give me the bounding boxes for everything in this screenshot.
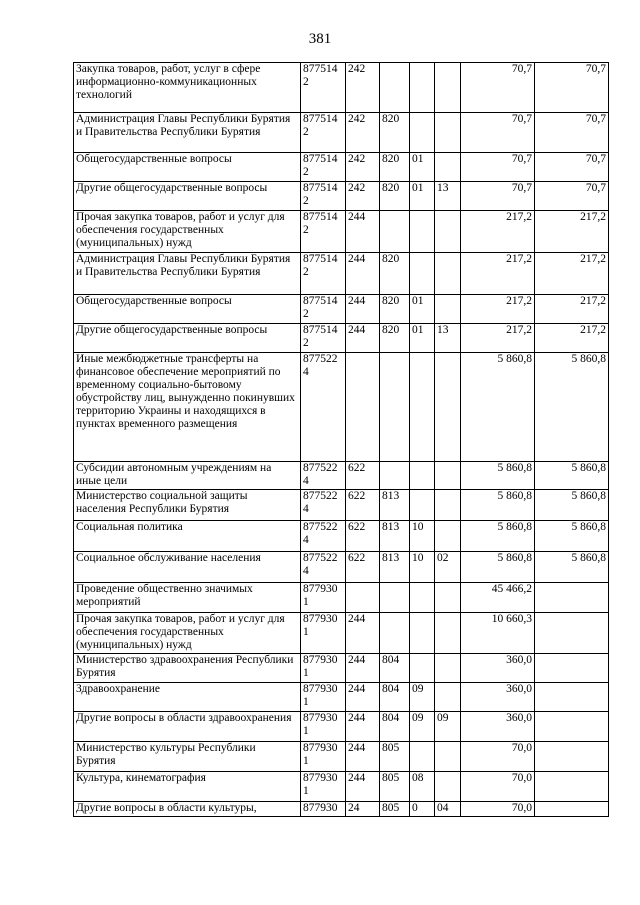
- row-name-cell: Другие общегосударственные вопросы: [74, 182, 301, 211]
- target-code-cell: 8775142: [301, 153, 346, 182]
- target-code-cell: 8775142: [301, 253, 346, 295]
- section-cell: [410, 462, 435, 490]
- table-row: [74, 182, 609, 211]
- row-name-cell: Социальная политика: [74, 521, 301, 552]
- amount-1-cell: 10 660,3: [461, 613, 535, 654]
- amount-2-cell: 70,7: [535, 113, 609, 153]
- section-cell: [410, 490, 435, 521]
- amount-2-cell: 5 860,8: [535, 462, 609, 490]
- row-name-cell: Проведение общественно значимых мероприятий: [74, 583, 301, 613]
- expense-type-cell: 244: [346, 742, 380, 772]
- section-cell: [410, 353, 435, 462]
- section-cell: [410, 253, 435, 295]
- expense-type-cell: 242: [346, 182, 380, 211]
- target-code-cell: 8779301: [301, 712, 346, 742]
- section-cell: [410, 113, 435, 153]
- expense-type-cell: 24: [346, 802, 380, 817]
- table-row: [74, 552, 609, 583]
- amount-2-cell: 5 860,8: [535, 353, 609, 462]
- row-name-cell: Другие общегосударственные вопросы: [74, 324, 301, 353]
- amount-2-cell: [535, 802, 609, 817]
- target-code-cell: 8775142: [301, 324, 346, 353]
- section-cell: [410, 654, 435, 683]
- expense-type-cell: 244: [346, 712, 380, 742]
- amount-1-cell: 360,0: [461, 712, 535, 742]
- expense-type-cell: 242: [346, 153, 380, 182]
- table-row: [74, 654, 609, 683]
- amount-2-cell: [535, 712, 609, 742]
- table-row: [74, 742, 609, 772]
- amount-1-cell: 5 860,8: [461, 462, 535, 490]
- table-row: [74, 772, 609, 802]
- target-code-cell: 8775142: [301, 211, 346, 253]
- amount-2-cell: [535, 654, 609, 683]
- amount-2-cell: 5 860,8: [535, 490, 609, 521]
- subsection-cell: 02: [435, 552, 461, 583]
- administrator-cell: 813: [380, 521, 410, 552]
- administrator-cell: 804: [380, 712, 410, 742]
- page-number: 381: [308, 31, 332, 47]
- expense-type-cell: [346, 353, 380, 462]
- administrator-cell: [380, 211, 410, 253]
- target-code-cell: 8775224: [301, 462, 346, 490]
- target-code-cell: 8779301: [301, 742, 346, 772]
- row-name-cell: Закупка товаров, работ, услуг в сфере информационно-коммуникационных технологий: [74, 63, 301, 113]
- administrator-cell: [380, 613, 410, 654]
- section-cell: 10: [410, 521, 435, 552]
- expense-type-cell: 244: [346, 683, 380, 712]
- amount-1-cell: 70,7: [461, 182, 535, 211]
- subsection-cell: [435, 211, 461, 253]
- amount-1-cell: 70,0: [461, 772, 535, 802]
- amount-2-cell: 70,7: [535, 182, 609, 211]
- row-name-cell: Администрация Главы Республики Бурятия и Правительства Республики Бурятия: [74, 253, 301, 295]
- target-code-cell: 8775224: [301, 552, 346, 583]
- expense-type-cell: 622: [346, 521, 380, 552]
- administrator-cell: 805: [380, 772, 410, 802]
- amount-2-cell: 217,2: [535, 211, 609, 253]
- section-cell: 01: [410, 153, 435, 182]
- table-row: [74, 295, 609, 324]
- administrator-cell: 813: [380, 552, 410, 583]
- subsection-cell: [435, 772, 461, 802]
- amount-1-cell: 70,0: [461, 802, 535, 817]
- section-cell: 01: [410, 295, 435, 324]
- amount-1-cell: 5 860,8: [461, 521, 535, 552]
- row-name-cell: Прочая закупка товаров, работ и услуг для обеспечения государственных (муниципальных) нужд: [74, 211, 301, 253]
- administrator-cell: 820: [380, 113, 410, 153]
- section-cell: 08: [410, 772, 435, 802]
- row-name-cell: Министерство социальной защиты населения Республики Бурятия: [74, 490, 301, 521]
- table-row: [74, 613, 609, 654]
- section-cell: 0: [410, 802, 435, 817]
- administrator-cell: [380, 462, 410, 490]
- row-name-cell: Министерство здравоохранения Республики Бурятия: [74, 654, 301, 683]
- administrator-cell: 804: [380, 654, 410, 683]
- expense-type-cell: 242: [346, 113, 380, 153]
- section-cell: 01: [410, 324, 435, 353]
- expense-type-cell: 244: [346, 211, 380, 253]
- administrator-cell: 805: [380, 802, 410, 817]
- expense-type-cell: 242: [346, 63, 380, 113]
- subsection-cell: 04: [435, 802, 461, 817]
- target-code-cell: 8779301: [301, 772, 346, 802]
- target-code-cell: 877930: [301, 802, 346, 817]
- subsection-cell: [435, 113, 461, 153]
- table-row: [74, 324, 609, 353]
- amount-1-cell: 45 466,2: [461, 583, 535, 613]
- amount-1-cell: 217,2: [461, 295, 535, 324]
- amount-2-cell: [535, 683, 609, 712]
- section-cell: [410, 63, 435, 113]
- subsection-cell: [435, 742, 461, 772]
- amount-1-cell: 70,7: [461, 153, 535, 182]
- amount-1-cell: 217,2: [461, 253, 535, 295]
- administrator-cell: 820: [380, 295, 410, 324]
- table-row: [74, 211, 609, 253]
- expense-type-cell: 244: [346, 654, 380, 683]
- amount-1-cell: 5 860,8: [461, 552, 535, 583]
- subsection-cell: [435, 353, 461, 462]
- table-row: [74, 462, 609, 490]
- expense-type-cell: 622: [346, 552, 380, 583]
- section-cell: 09: [410, 712, 435, 742]
- row-name-cell: Другие вопросы в области здравоохранения: [74, 712, 301, 742]
- subsection-cell: [435, 521, 461, 552]
- row-name-cell: Социальное обслуживание населения: [74, 552, 301, 583]
- amount-1-cell: 5 860,8: [461, 490, 535, 521]
- target-code-cell: 8775224: [301, 490, 346, 521]
- row-name-cell: Культура, кинематография: [74, 772, 301, 802]
- amount-2-cell: 217,2: [535, 295, 609, 324]
- section-cell: [410, 613, 435, 654]
- administrator-cell: 813: [380, 490, 410, 521]
- administrator-cell: [380, 583, 410, 613]
- amount-2-cell: [535, 772, 609, 802]
- table-row: [74, 113, 609, 153]
- expense-type-cell: 244: [346, 253, 380, 295]
- administrator-cell: [380, 353, 410, 462]
- amount-2-cell: 5 860,8: [535, 521, 609, 552]
- row-name-cell: Иные межбюджетные трансферты на финансовое обеспечение мероприятий по временному социально-бытовому обустройству лиц, вынужденно покинувших территорию Украины и находящихся в пунктах временного размещения: [74, 353, 301, 462]
- table-row: [74, 521, 609, 552]
- amount-1-cell: 360,0: [461, 683, 535, 712]
- amount-1-cell: 70,0: [461, 742, 535, 772]
- target-code-cell: 8775142: [301, 182, 346, 211]
- administrator-cell: 804: [380, 683, 410, 712]
- subsection-cell: [435, 462, 461, 490]
- expense-type-cell: 244: [346, 613, 380, 654]
- expense-type-cell: 622: [346, 462, 380, 490]
- administrator-cell: 820: [380, 182, 410, 211]
- amount-2-cell: 70,7: [535, 63, 609, 113]
- subsection-cell: 13: [435, 324, 461, 353]
- row-name-cell: Прочая закупка товаров, работ и услуг для обеспечения государственных (муниципальных) нужд: [74, 613, 301, 654]
- amount-1-cell: 70,7: [461, 113, 535, 153]
- target-code-cell: 8775142: [301, 113, 346, 153]
- target-code-cell: 8775224: [301, 521, 346, 552]
- amount-1-cell: 217,2: [461, 324, 535, 353]
- target-code-cell: 8779301: [301, 613, 346, 654]
- row-name-cell: Другие вопросы в области культуры,: [74, 802, 301, 817]
- table-row: [74, 353, 609, 462]
- subsection-cell: [435, 295, 461, 324]
- row-name-cell: Субсидии автономным учреждениям на иные цели: [74, 462, 301, 490]
- section-cell: 09: [410, 683, 435, 712]
- amount-2-cell: 217,2: [535, 324, 609, 353]
- amount-2-cell: [535, 583, 609, 613]
- amount-2-cell: [535, 613, 609, 654]
- section-cell: [410, 742, 435, 772]
- table-row: [74, 712, 609, 742]
- subsection-cell: [435, 253, 461, 295]
- administrator-cell: [380, 63, 410, 113]
- amount-2-cell: 5 860,8: [535, 552, 609, 583]
- row-name-cell: Здравоохранение: [74, 683, 301, 712]
- target-code-cell: 8775142: [301, 63, 346, 113]
- table-row: [74, 253, 609, 295]
- expense-type-cell: 244: [346, 295, 380, 324]
- subsection-cell: 13: [435, 182, 461, 211]
- subsection-cell: [435, 654, 461, 683]
- table-row: [74, 490, 609, 521]
- amount-1-cell: 70,7: [461, 63, 535, 113]
- target-code-cell: 8779301: [301, 583, 346, 613]
- table-row: [74, 63, 609, 113]
- subsection-cell: [435, 153, 461, 182]
- amount-2-cell: 70,7: [535, 153, 609, 182]
- amount-2-cell: [535, 742, 609, 772]
- amount-1-cell: 5 860,8: [461, 353, 535, 462]
- table-row: [74, 802, 609, 817]
- table-row: [74, 153, 609, 182]
- table-row: [74, 583, 609, 613]
- row-name-cell: Администрация Главы Республики Бурятия и Правительства Республики Бурятия: [74, 113, 301, 153]
- budget-table: [73, 62, 609, 817]
- subsection-cell: [435, 613, 461, 654]
- amount-1-cell: 217,2: [461, 211, 535, 253]
- amount-1-cell: 360,0: [461, 654, 535, 683]
- section-cell: 10: [410, 552, 435, 583]
- subsection-cell: 09: [435, 712, 461, 742]
- expense-type-cell: 244: [346, 772, 380, 802]
- row-name-cell: Министерство культуры Республики Бурятия: [74, 742, 301, 772]
- row-name-cell: Общегосударственные вопросы: [74, 295, 301, 324]
- subsection-cell: [435, 683, 461, 712]
- target-code-cell: 8775224: [301, 353, 346, 462]
- expense-type-cell: 244: [346, 324, 380, 353]
- section-cell: [410, 583, 435, 613]
- target-code-cell: 8779301: [301, 654, 346, 683]
- section-cell: [410, 211, 435, 253]
- target-code-cell: 8775142: [301, 295, 346, 324]
- table-row: [74, 683, 609, 712]
- amount-2-cell: 217,2: [535, 253, 609, 295]
- section-cell: 01: [410, 182, 435, 211]
- subsection-cell: [435, 490, 461, 521]
- expense-type-cell: 622: [346, 490, 380, 521]
- administrator-cell: 820: [380, 253, 410, 295]
- expense-type-cell: [346, 583, 380, 613]
- target-code-cell: 8779301: [301, 683, 346, 712]
- row-name-cell: Общегосударственные вопросы: [74, 153, 301, 182]
- subsection-cell: [435, 583, 461, 613]
- administrator-cell: 820: [380, 324, 410, 353]
- subsection-cell: [435, 63, 461, 113]
- table-body: [74, 63, 609, 817]
- administrator-cell: 805: [380, 742, 410, 772]
- administrator-cell: 820: [380, 153, 410, 182]
